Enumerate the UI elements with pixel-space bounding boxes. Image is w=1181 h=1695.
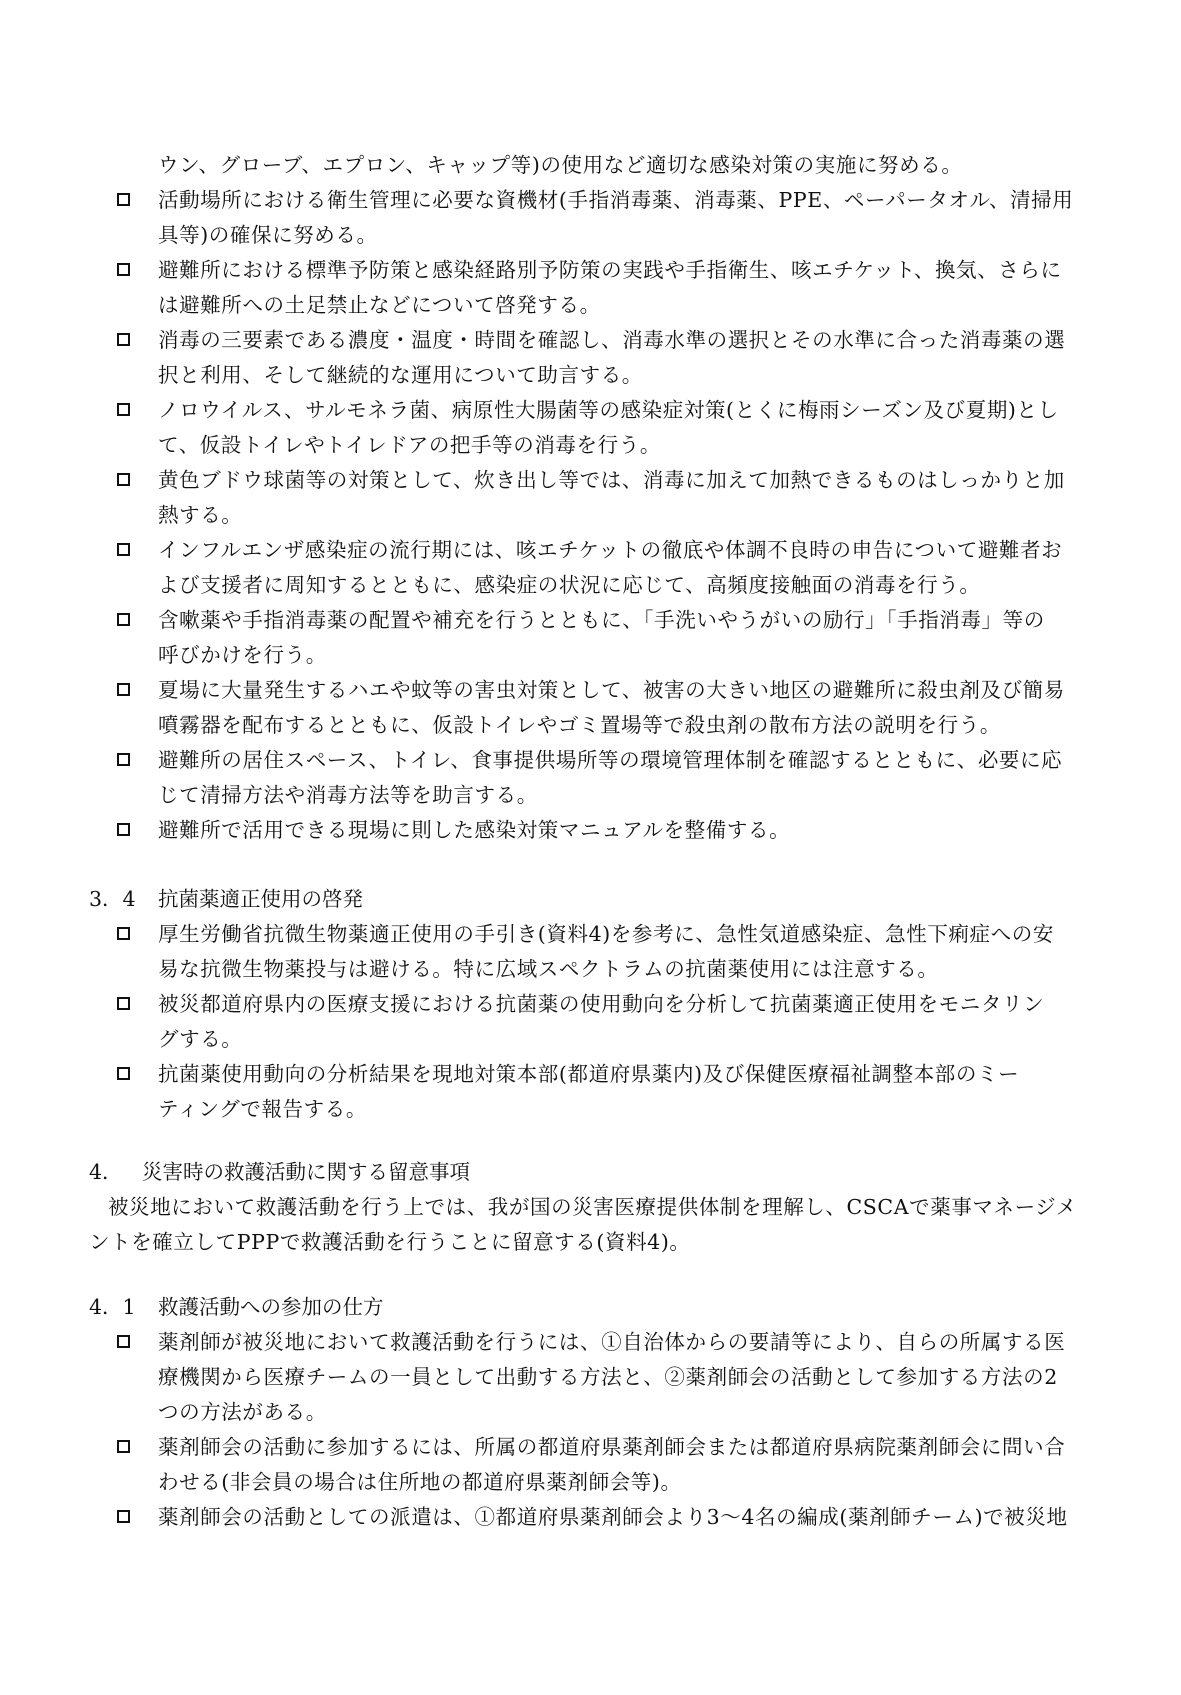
list-item-line: 熱する。	[158, 503, 243, 527]
section-title: 抗菌薬適正使用の啓発	[158, 887, 363, 911]
checkbox	[117, 403, 130, 416]
list-item-line: じて清掃方法や消毒方法等を助言する。	[158, 783, 538, 807]
list-item-line: ティングで報告する。	[158, 1097, 367, 1121]
list-item-line: 避難所で活用できる現場に則した感染対策マニュアルを整備する。	[158, 818, 791, 842]
checkbox	[117, 823, 130, 836]
checkbox	[117, 753, 130, 766]
continuation-line: ウン、グローブ、エプロン、キャップ等)の使用など適切な感染対策の実施に努める。	[158, 153, 963, 177]
list-item-line: 択と利用、そして継続的な運用について助言する。	[158, 363, 643, 387]
list-item-line: グする。	[158, 1027, 243, 1051]
paragraph-line: 被災地において救護活動を行う上では、我が国の災害医療提供体制を理解し、CSCAで薬事マネージメ	[108, 1195, 1077, 1219]
checkbox	[117, 683, 130, 696]
checkbox	[117, 473, 130, 486]
list-item-line: 具等)の確保に努める。	[158, 223, 378, 247]
list-item-line: 被災都道府県内の医療支援における抗菌薬の使用動向を分析して抗菌薬適正使用をモニタリン	[158, 992, 1045, 1016]
list-item-line: 夏場に大量発生するハエや蚊等の害虫対策として、被害の大きい地区の避難所に殺虫剤及び簡易	[158, 678, 1065, 702]
checkbox	[117, 543, 130, 556]
list-item-line: よび支援者に周知するとともに、感染症の状況に応じて、高頻度接触面の消毒を行う。	[158, 573, 981, 597]
list-item-line: は避難所への土足禁止などについて啓発する。	[158, 293, 601, 317]
checkbox	[117, 1510, 130, 1523]
section-number: 4．	[89, 1160, 123, 1184]
list-item-line: 含嗽薬や手指消毒薬の配置や補充を行うとともに、「手洗いやうがいの励行」「手指消毒」等の	[158, 608, 1045, 632]
checkbox	[117, 997, 130, 1010]
list-item-line: 薬剤師が被災地において救護活動を行うには、①自治体からの要請等により、自らの所属する医	[158, 1330, 1066, 1354]
list-item-line: 消毒の三要素である濃度・温度・時間を確認し、消毒水準の選択とその水準に合った消毒薬の選	[158, 328, 1066, 352]
checkbox	[117, 1335, 130, 1348]
list-item-line: 黄色ブドウ球菌等の対策として、炊き出し等では、消毒に加えて加熱できるものはしっかりと加	[158, 468, 1065, 492]
checkbox	[117, 263, 130, 276]
list-item-line: 呼びかけを行う。	[158, 643, 327, 667]
section-number: 3．4	[89, 887, 136, 911]
section-number: 4．1	[89, 1295, 136, 1319]
list-item-line: 厚生労働省抗微生物薬適正使用の手引き(資料4)を参考に、急性気道感染症、急性下痢症への安	[158, 922, 1054, 946]
list-item-line: 薬剤師会の活動としての派遣は、①都道府県薬剤師会より3～4名の編成(薬剤師チーム)で被災地	[158, 1505, 1068, 1529]
section-title: 救護活動への参加の仕方	[158, 1295, 384, 1319]
list-item-line: 活動場所における衛生管理に必要な資機材(手指消毒薬、消毒薬、PPE、ペーパータオル、清掃用	[158, 188, 1074, 212]
list-item-line: 噴霧器を配布するとともに、仮設トイレやゴミ置場等で殺虫剤の散布方法の説明を行う。	[158, 713, 1001, 737]
checkbox	[117, 927, 130, 940]
list-item-line: 避難所における標準予防策と感染経路別予防策の実践や手指衛生、咳エチケット、換気、さらに	[158, 258, 1062, 282]
paragraph-line: ントを確立してPPPで救護活動を行うことに留意する(資料4)。	[89, 1230, 691, 1254]
list-item-line: 薬剤師会の活動に参加するには、所属の都道府県薬剤師会または都道府県病院薬剤師会に問い合	[158, 1435, 1066, 1459]
list-item-line: 避難所の居住スペース、トイレ、食事提供場所等の環境管理体制を確認するとともに、必要に応	[158, 748, 1063, 772]
list-item-line: 抗菌薬使用動向の分析結果を現地対策本部(都道府県薬内)及び保健医療福祉調整本部のミー	[158, 1062, 1020, 1086]
list-item-line: 療機関から医療チームの一員として出動する方法と、②薬剤師会の活動として参加する方法の2	[158, 1365, 1058, 1389]
list-item-line: インフルエンザ感染症の流行期には、咳エチケットの徹底や体調不良時の申告について避難者お	[158, 538, 1063, 562]
list-item-line: 易な抗微生物薬投与は避ける。特に広域スペクトラムの抗菌薬使用には注意する。	[158, 957, 939, 981]
checkbox	[117, 333, 130, 346]
checkbox	[117, 613, 130, 626]
list-item-line: わせる(非会員の場合は住所地の都道府県薬剤師会等)。	[158, 1470, 682, 1494]
list-item-line: つの方法がある。	[158, 1400, 327, 1424]
section-title: 災害時の救護活動に関する留意事項	[142, 1160, 470, 1184]
checkbox	[117, 1067, 130, 1080]
list-item-line: ノロウイルス、サルモネラ菌、病原性大腸菌等の感染症対策(とくに梅雨シーズン及び夏期)とし	[158, 398, 1059, 422]
checkbox	[117, 193, 130, 206]
list-item-line: て、仮設トイレやトイレドアの把手等の消毒を行う。	[158, 433, 661, 457]
checkbox	[117, 1440, 130, 1453]
